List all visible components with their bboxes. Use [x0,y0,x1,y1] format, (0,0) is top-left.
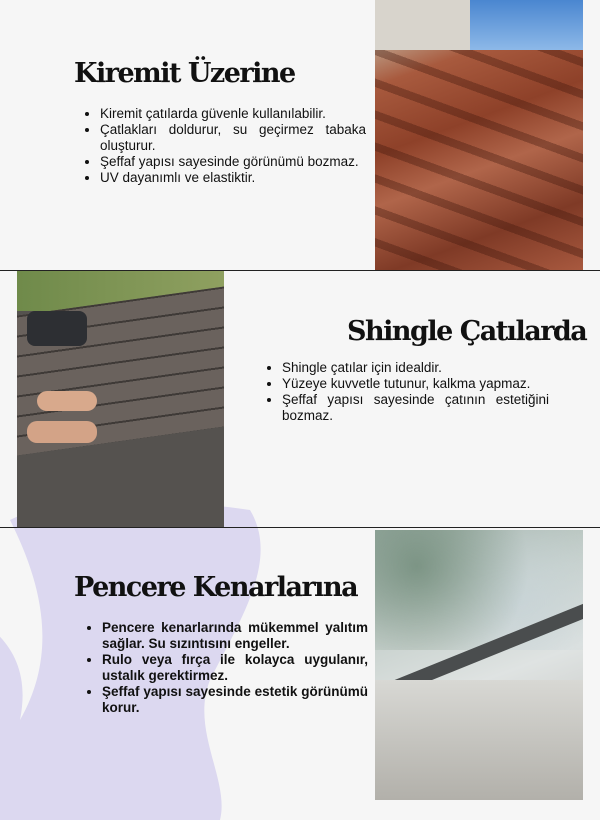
bullet-list [264,360,549,424]
bullet-list [84,620,368,716]
list-item: • Çatlakları doldurur, su geçirmez tabaka oluşturur. [100,122,366,154]
bullet-list [82,106,366,186]
terracotta-roof-tiles-photo [375,0,583,270]
list-item: • Yüzeye kuvvetle tutunur, kalkma yapmaz. [282,376,549,392]
list-item: • Şeffaf yapısı sayesinde estetik görünümü korur. [102,684,368,716]
window-frame-condensation-photo [375,530,583,800]
list-item: • Pencere kenarlarında mükemmel yalıtım sağlar. Su sızıntısını engeller. [102,620,368,652]
list-item: • Şeffaf yapısı sayesinde çatının estetiğini bozmaz. [282,392,549,424]
divider [0,527,600,528]
section-title: Pencere Kenarlarına [74,572,358,603]
list-item: • Rulo veya fırça ile kolayca uygulanır, ustalık gerektirmez. [102,652,368,684]
shingle-roof-installation-photo [17,271,224,527]
section-title: Kiremit Üzerine [74,58,295,89]
section-title: Shingle Çatılarda [347,316,587,347]
list-item: • Kiremit çatılarda güvenle kullanılabilir. [100,106,366,122]
list-item: • Şeffaf yapısı sayesinde görünümü bozmaz. [100,154,366,170]
list-item: • Shingle çatılar için idealdir. [282,360,549,376]
list-item: • UV dayanımlı ve elastiktir. [100,170,366,186]
